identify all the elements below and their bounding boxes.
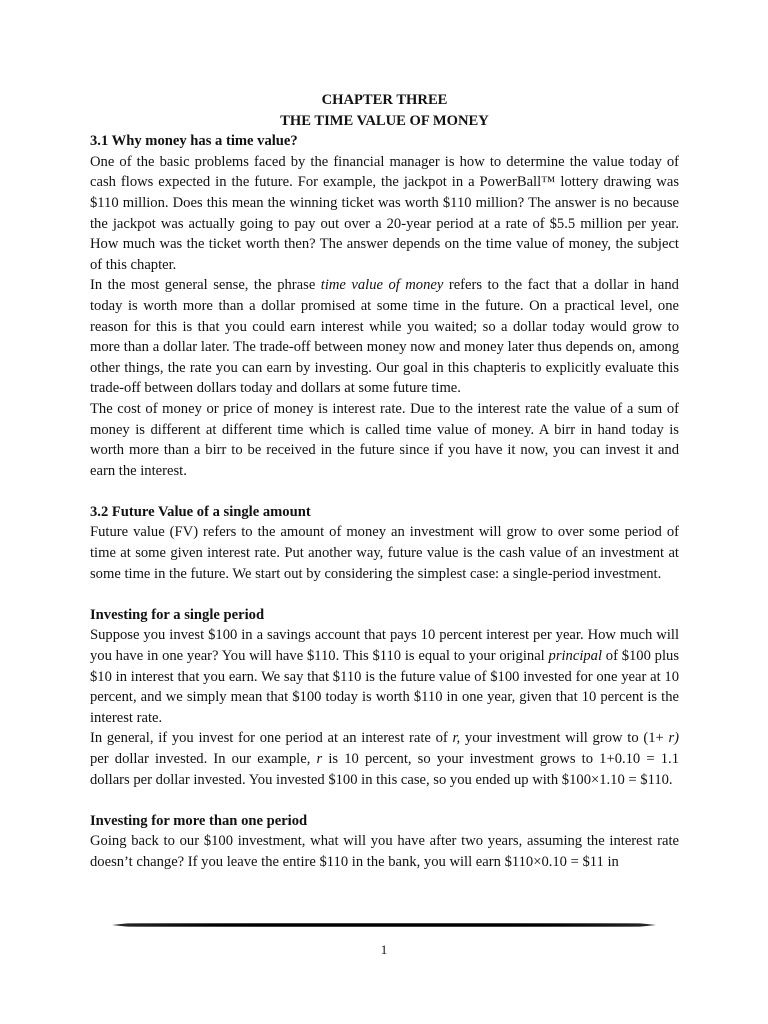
text-run: Suppose you invest $100 in a savings account that pays 10 percent interest per year. How much will you have in one year? You will have $110. This $110 is equal to your original — [90, 627, 679, 665]
text-run: of $100 plus $10 in interest that you earn. We say that $110 is the future value of $100 invested for one year at 10 percent, and we simply mean that $100 today is worth $110 in one year, given that 10 percent is the interest rate. — [90, 648, 679, 726]
page-content — [90, 90, 679, 873]
chapter-title: THE TIME VALUE OF MONEY — [280, 112, 489, 129]
spacer — [90, 790, 679, 811]
section-3-1-paragraph-2 — [90, 275, 679, 399]
text-run: is 10 percent, so your investment grows to 1+0.10 = 1.1 dollars per dollar invested. You invested $100 in this case, so you ended up with $100×1.10 = $110. — [90, 751, 679, 788]
spacer — [90, 481, 679, 502]
section-3-1-heading: 3.1 Why money has a time value? — [90, 133, 298, 150]
emphasis-term: time value of money — [320, 277, 444, 294]
footer-divider — [112, 922, 656, 928]
page-number: 1 — [380, 942, 388, 957]
spacer — [90, 584, 679, 605]
text-run: In general, if you invest for one period at an interest rate of — [90, 730, 453, 747]
section-3-1-paragraph-3: The cost of money or price of money is interest rate. Due to the interest rate the value of a sum of money is different at different time which is called time value of money. A birr in hand today is worth more than a birr to be received in the future since if you have it now, you can invest it and earn the interest. — [90, 400, 679, 479]
variable-r: r — [316, 751, 323, 767]
variable-r: r, — [452, 730, 461, 747]
text-run: In the most general sense, the phrase — [90, 277, 321, 294]
multi-period-heading: Investing for more than one period — [90, 812, 308, 829]
text-run: per dollar invested. In our example, — [90, 751, 317, 767]
variable-r: r) — [668, 730, 679, 747]
single-period-paragraph-1 — [90, 625, 679, 728]
single-period-paragraph-2 — [90, 728, 679, 790]
section-3-2-paragraph-1: Future value (FV) refers to the amount of money an investment will grow to over some period of time at some given interest rate. Put another way, future value is the cash value of an investment at some time in the future. We start out by considering the simplest case: a single-period investment. — [90, 524, 679, 582]
text-run: refers to the fact that a dollar in hand today is worth more than a dollar promised at some time in the future. On a practical level, one reason for this is that you could earn interest while you waited; so a dollar today would grow to more than a dollar later. The trade-off between money now and money later thus depends on, among other things, the rate you can earn by investing. Our goal in this chapteris to explicitly evaluate this trade-off between dollars today and dollars at some future time. — [90, 277, 679, 397]
section-3-1-paragraph-1: One of the basic problems faced by the financial manager is how to determine the value today of cash flows expected in the future. For example, the jackpot in a PowerBall™ lottery drawing was $110 million. Does this mean the winning ticket was worth $110 million? The answer is no because the jackpot was actually going to pay out over a 20-year period at a rate of $5.5 million per year. How much was the ticket worth then? The answer depends on the time value of money, the subject of this chapter. — [90, 153, 679, 273]
multi-period-paragraph-1: Going back to our $100 investment, what will you have after two years, assuming the interest rate doesn’t change? If you leave the entire $110 in the bank, you will earn $110×0.10 = $11 in — [90, 833, 679, 870]
section-3-2-heading: 3.2 Future Value of a single amount — [90, 503, 311, 520]
single-period-heading: Investing for a single period — [90, 606, 265, 623]
chapter-number: CHAPTER THREE — [321, 92, 448, 108]
emphasis-term: principal — [548, 648, 603, 665]
text-run: your investment will grow to (1+ — [460, 730, 669, 747]
